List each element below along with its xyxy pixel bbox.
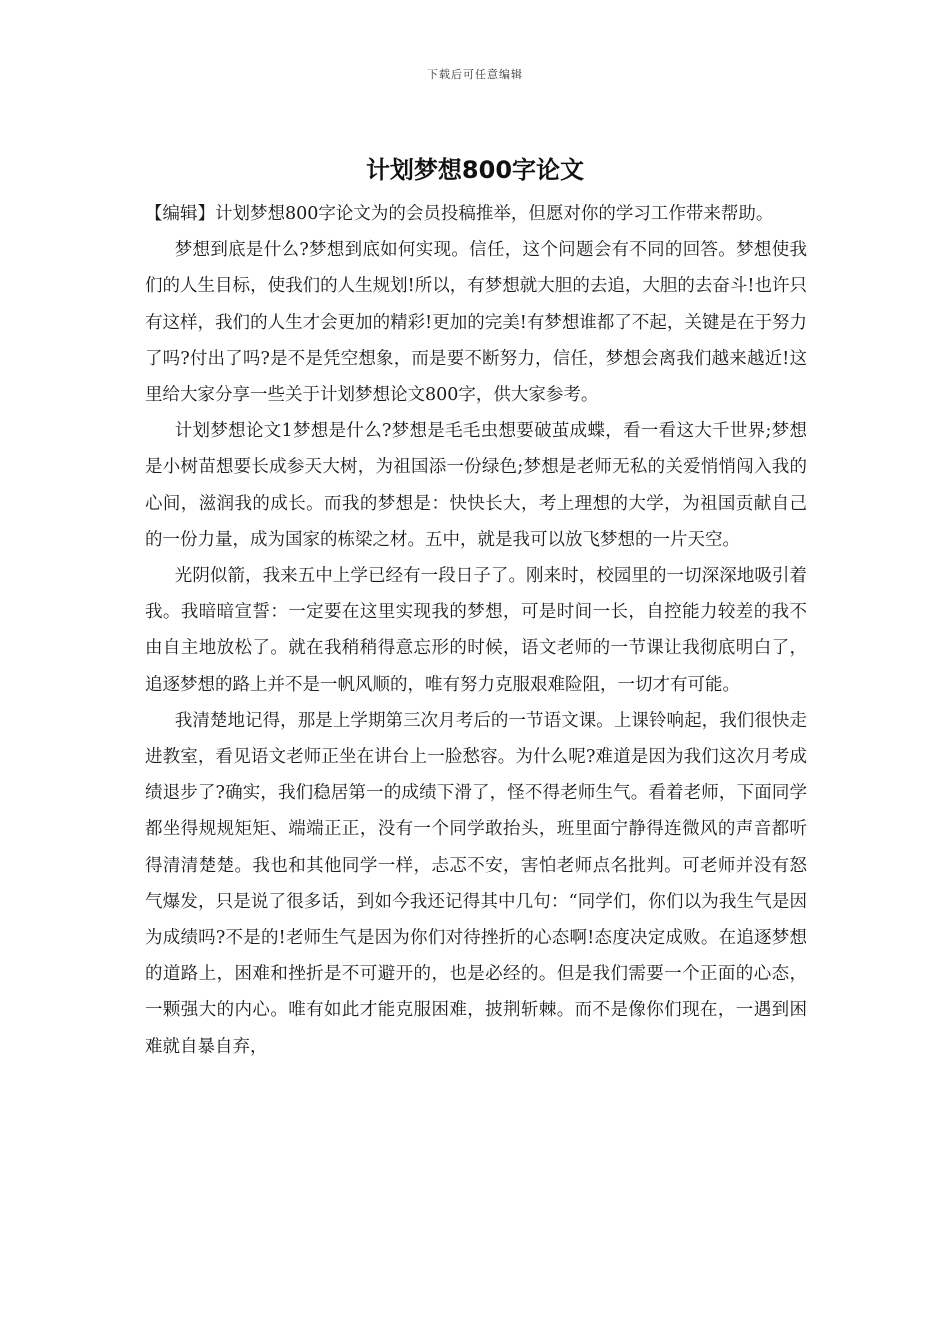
paragraph: 计划梦想论文1梦想是什么?梦想是毛毛虫想要破茧成蝶，看一看这大千世界;梦想是小树苗想要长成参天大树，为祖国添一份绿色;梦想是老师无私的关爱悄悄闯入我的心间，滋润我的成长。而我的梦想是：快快长大，考上理想的大学，为祖国贡献自己的一份力量，成为国家的栋梁之材。五中，就是我可以放飞梦想的一片天空。 <box>145 421 807 550</box>
header-note: 下载后可任意编辑 <box>427 68 523 81</box>
paragraph: 梦想到底是什么?梦想到底如何实现。信任，这个问题会有不同的回答。梦想使我们的人生目标，使我们的人生规划!所以，有梦想就大胆的去追，大胆的去奋斗!也许只有这样，我们的人生才会更加的精彩!更加的完美!有梦想谁都了不起，关键是在于努力了吗?付出了吗?是不是凭空想象，而是要不断努力，信任，梦想会离我们越来越近!这里给大家分享一些关于计划梦想论文800字，供大家参考。 <box>145 240 807 406</box>
document-body <box>145 196 807 1065</box>
paragraph: 我清楚地记得，那是上学期第三次月考后的一节语文课。上课铃响起，我们很快走进教室，看见语文老师正坐在讲台上一脸愁容。为什么呢?难道是因为我们这次月考成绩退步了?确实，我们稳居第一的成绩下滑了，怪不得老师生气。看着老师，下面同学都坐得规规矩矩、端端正正，没有一个同学敢抬头，班里面宁静得连微风的声音都听得清清楚楚。我也和其他同学一样，忐忑不安，害怕老师点名批判。可老师并没有怒气爆发，只是说了很多话，到如今我还记得其中几句：“同学们，你们以为我生气是因为成绩吗?不是的!老师生气是因为你们对待挫折的心态啊!态度决定成败。在追逐梦想的道路上，困难和挫折是不可避开的，也是必经的。但是我们需要一个正面的心态，一颗强大的内心。唯有如此才能克服困难，披荆斩棘。而不是像你们现在，一遇到困难就自暴自弃， <box>145 710 807 1057</box>
document-title: 计划梦想800字论文 <box>365 156 585 184</box>
paragraph-intro: 【编辑】计划梦想800字论文为的会员投稿推举，但愿对你的学习工作带来帮助。 <box>145 204 774 224</box>
paragraph: 光阴似箭，我来五中上学已经有一段日子了。刚来时，校园里的一切深深地吸引着我。我暗暗宣誓：一定要在这里实现我的梦想，可是时间一长，自控能力较差的我不由自主地放松了。就在我稍稍得意忘形的时候，语文老师的一节课让我彻底明白了，追逐梦想的路上并不是一帆风顺的，唯有努力克服艰难险阻，一切才有可能。 <box>145 566 807 695</box>
